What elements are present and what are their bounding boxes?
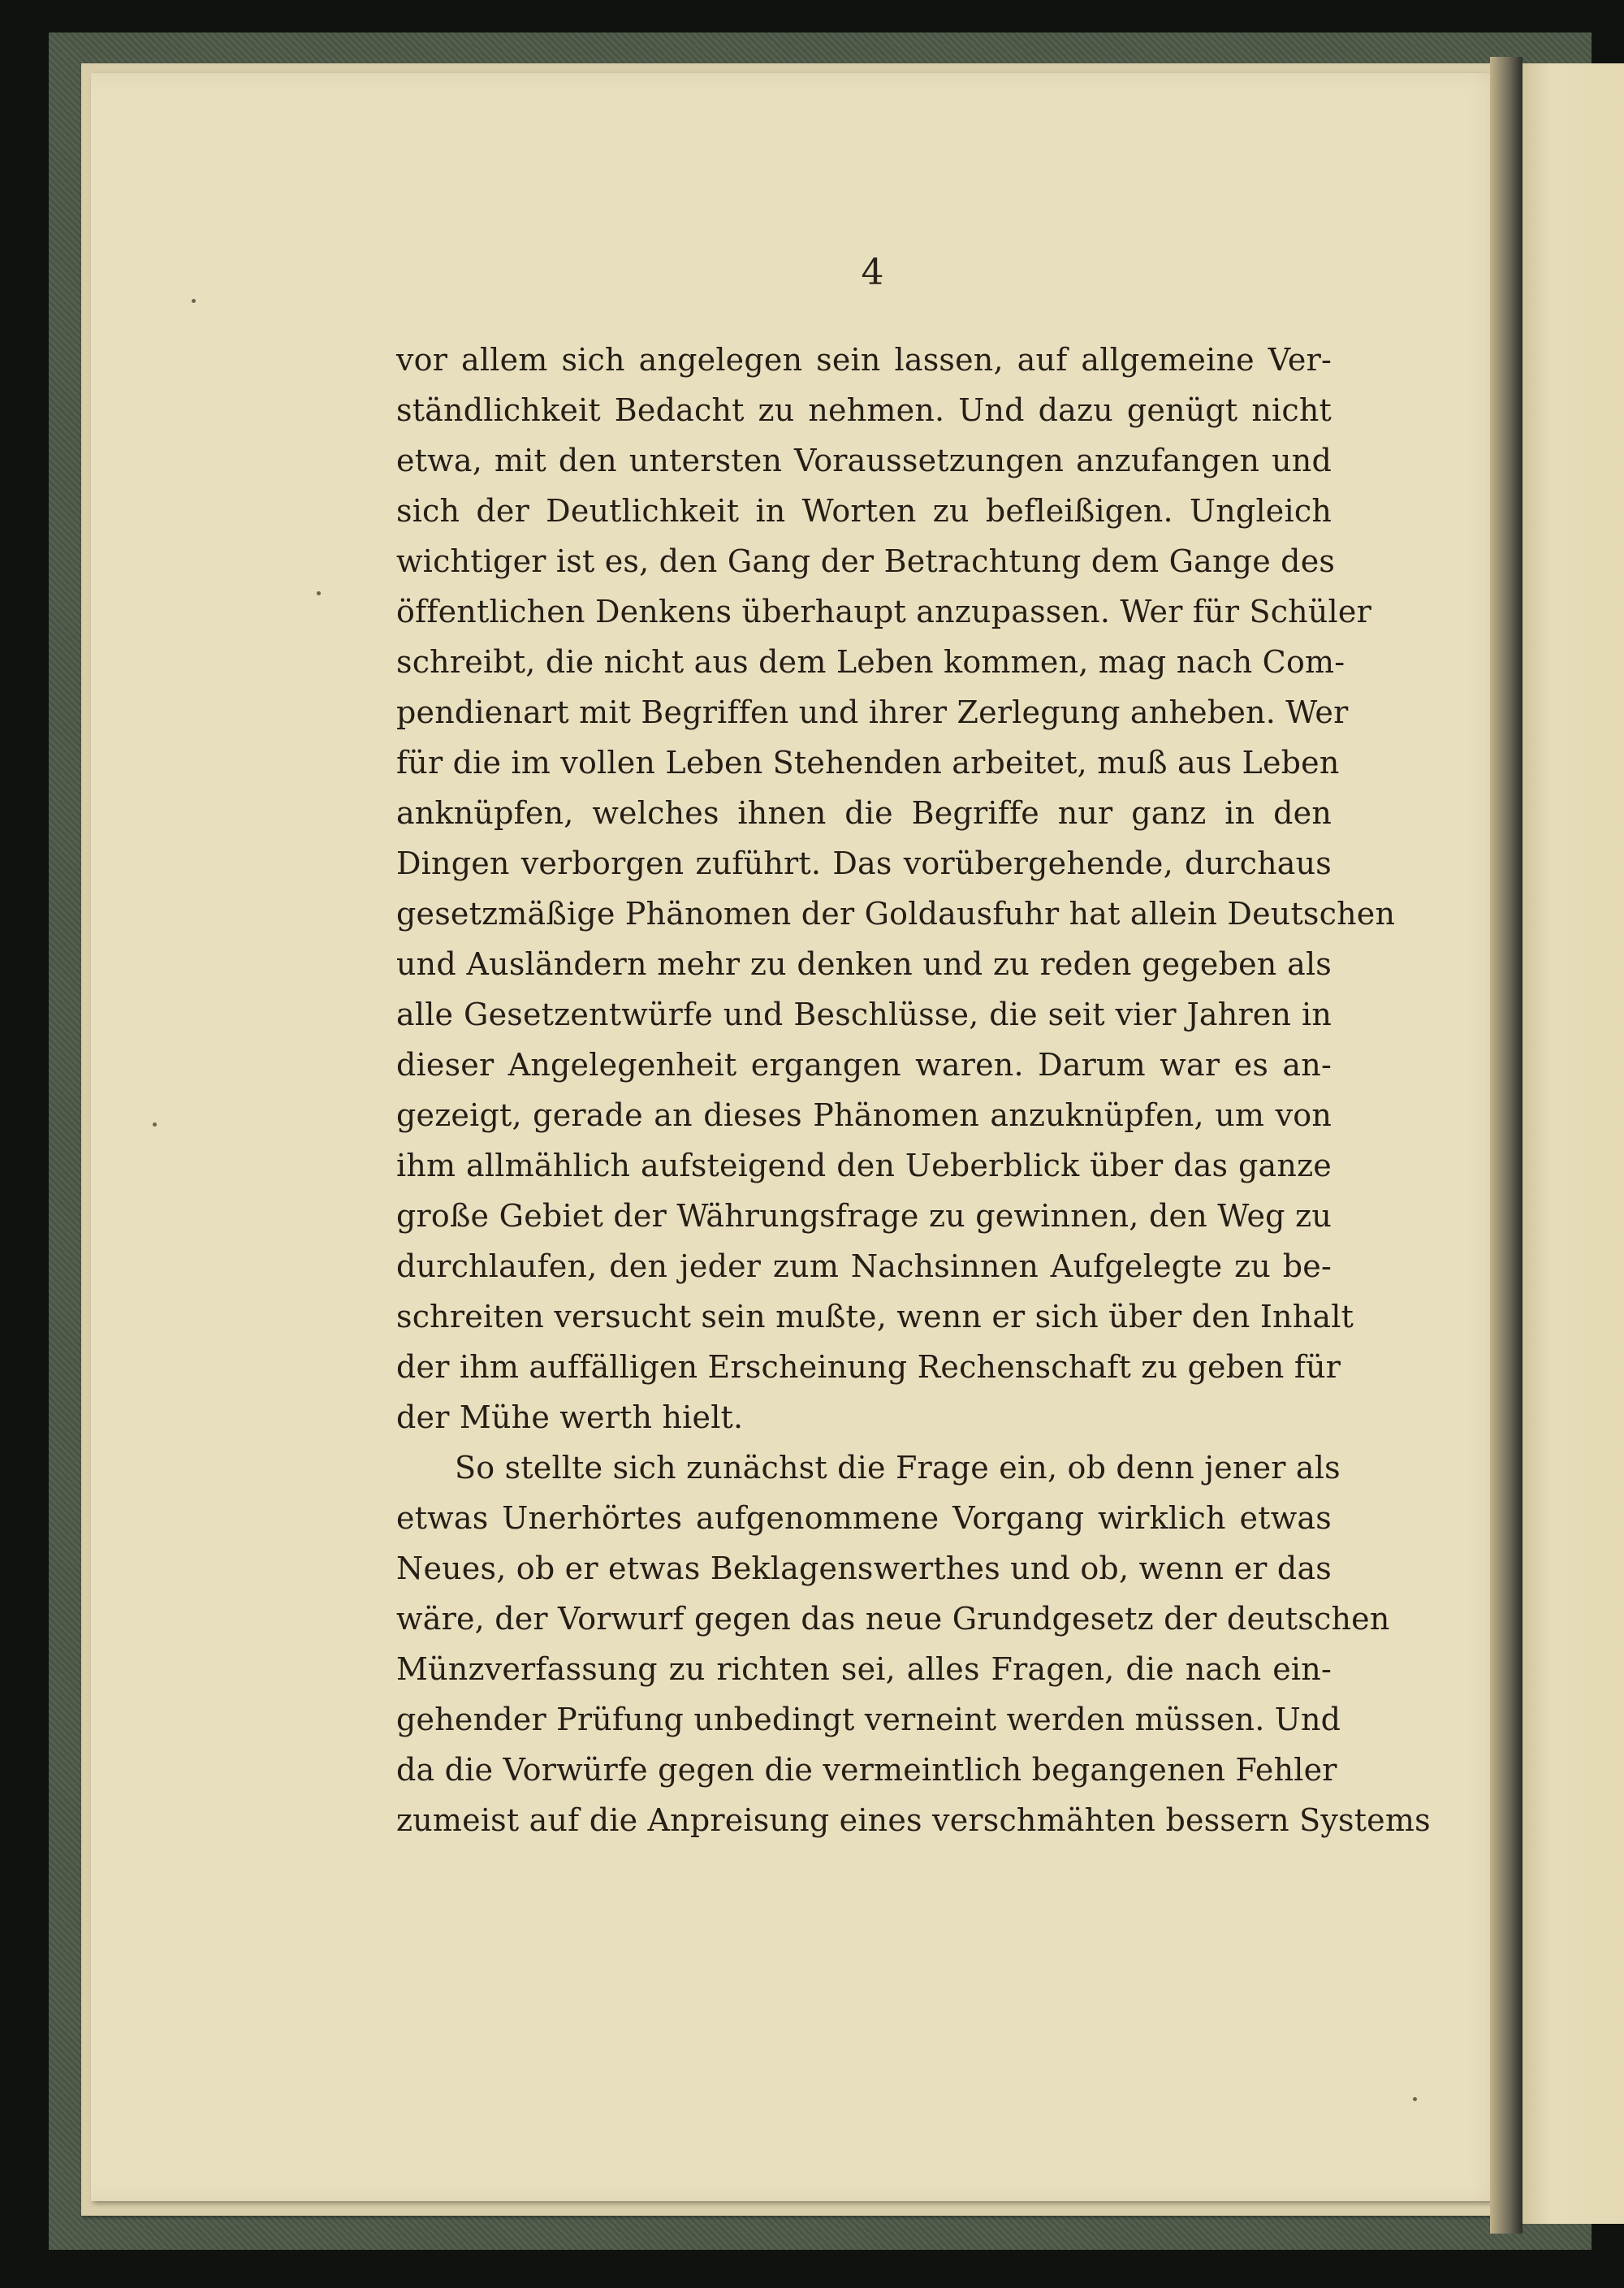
text-line: schreibt, die nicht aus dem Leben kommen, mag nach Com-	[396, 644, 1345, 680]
page-number: 4	[861, 252, 885, 293]
text-line: ihm allmählich aufsteigend den Ueberblick über das ganze	[396, 1148, 1332, 1183]
text-line: ständlichkeit Bedacht zu nehmen. Und dazu genügt nicht	[396, 392, 1332, 428]
paper-speck	[1413, 2097, 1417, 2101]
paragraph	[396, 1442, 1431, 1845]
text-line: So stellte sich zunächst die Frage ein, ob denn jener als	[455, 1450, 1341, 1486]
text-line: schreiten versucht sein mußte, wenn er sich über den Inhalt	[396, 1299, 1354, 1334]
text-line: öffentlichen Denkens überhaupt anzupassen. Wer für Schüler	[396, 594, 1371, 629]
spine-gutter	[1490, 57, 1522, 2234]
text-line: für die im vollen Leben Stehenden arbeitet, muß aus Leben	[396, 745, 1340, 781]
text-line: gehender Prüfung unbedingt verneint werden müssen. Und	[396, 1702, 1341, 1737]
text-line: sich der Deutlichkeit in Worten zu befleißigen. Ungleich	[396, 493, 1332, 529]
text-line: vor allem sich angelegen sein lassen, auf allgemeine Ver-	[396, 342, 1332, 378]
text-line: wäre, der Vorwurf gegen das neue Grundgesetz der deutschen	[396, 1601, 1390, 1637]
text-line: pendienart mit Begriffen und ihrer Zerlegung anheben. Wer	[396, 694, 1349, 730]
text-line: Dingen verborgen zuführt. Das vorübergehende, durchaus	[396, 846, 1332, 881]
paragraph	[396, 335, 1396, 1442]
text-line: dieser Angelegenheit ergangen waren. Darum war es an-	[396, 1047, 1332, 1083]
paper-speck	[153, 1122, 157, 1127]
text-line: zumeist auf die Anpreisung eines verschmähten bessern Systems	[396, 1802, 1431, 1838]
facing-page-edge	[1520, 63, 1624, 2224]
text-line: der Mühe werth hielt.	[396, 1399, 744, 1435]
text-line: große Gebiet der Währungsfrage zu gewinnen, den Weg zu	[396, 1198, 1332, 1234]
text-line: Münzverfassung zu richten sei, alles Fragen, die nach ein-	[396, 1651, 1332, 1687]
text-line: und Ausländern mehr zu denken und zu reden gegeben als	[396, 946, 1332, 982]
paper-speck	[317, 591, 321, 595]
text-line: durchlaufen, den jeder zum Nachsinnen Aufgelegte zu be-	[396, 1248, 1332, 1284]
text-line: anknüpfen, welches ihnen die Begriffe nur ganz in den	[396, 795, 1332, 831]
text-line: etwas Unerhörtes aufgenommene Vorgang wirklich etwas	[396, 1500, 1332, 1536]
text-line: alle Gesetzentwürfe und Beschlüsse, die seit vier Jahren in	[396, 997, 1332, 1032]
text-line: Neues, ob er etwas Beklagenswerthes und ob, wenn er das	[396, 1551, 1332, 1586]
text-line: der ihm auffälligen Erscheinung Rechenschaft zu geben für	[396, 1349, 1341, 1385]
text-line: gezeigt, gerade an dieses Phänomen anzuknüpfen, um von	[396, 1097, 1332, 1133]
paper-speck	[192, 299, 196, 303]
body-text	[396, 335, 1431, 1845]
text-line: etwa, mit den untersten Voraussetzungen anzufangen und	[396, 443, 1332, 478]
text-line: gesetzmäßige Phänomen der Goldausfuhr hat allein Deutschen	[396, 896, 1396, 932]
text-line: da die Vorwürfe gegen die vermeintlich begangenen Fehler	[396, 1752, 1337, 1788]
text-line: wichtiger ist es, den Gang der Betrachtung dem Gange des	[396, 543, 1336, 579]
